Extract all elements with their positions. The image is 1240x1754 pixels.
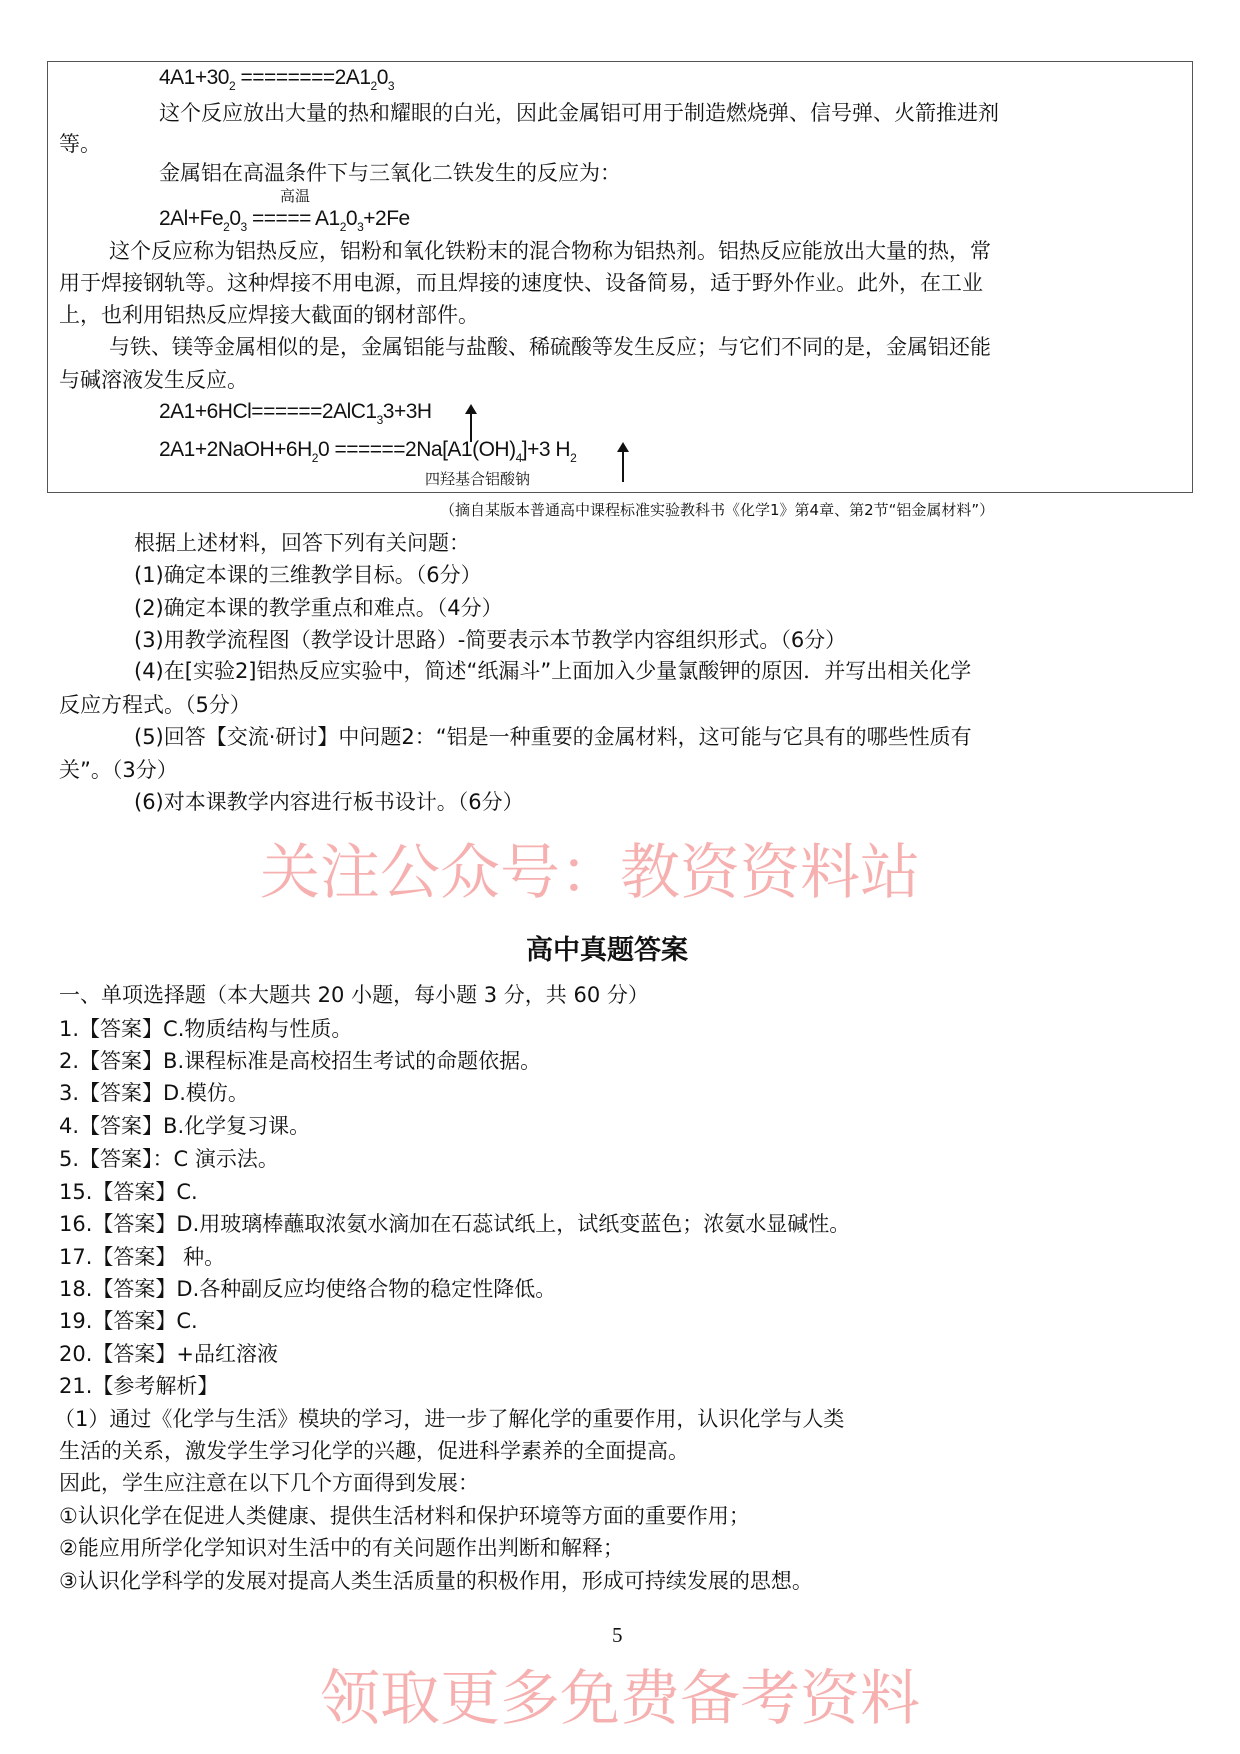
equation-al-hcl: $2A1+6HCl======2AlC1_33+3H$ bbox=[159, 400, 432, 427]
watermark: 关注公众号：教资资料站 bbox=[260, 838, 920, 908]
paragraph: 与铁、镁等金属相似的是，金属铝能与盐酸、稀硫酸等发生反应；与它们不同的是，金属铝还能 bbox=[109, 335, 991, 359]
answer-item: 20.【答案】+品红溶液 bbox=[59, 1342, 278, 1366]
paragraph: 用于焊接钢轨等。这种焊接不用电源，而且焊接的速度快、设备简易，适于野外作业。此外，在工业 bbox=[59, 271, 983, 295]
answer-item: 21.【参考解析】 bbox=[59, 1374, 219, 1398]
equation-al-oxygen: $4A1+30_2 ========2A1_20_3$ bbox=[159, 66, 395, 93]
analysis-line: ①认识化学在促进人类健康、提供生活材料和保护环境等方面的重要作用； bbox=[59, 1504, 750, 1528]
question: 反应方程式。（5分） bbox=[59, 693, 251, 717]
answers-section-heading: 一、单项选择题（本大题共 20 小题，每小题 3 分，共 60 分） bbox=[59, 983, 649, 1007]
answer-item: 4.【答案】B.化学复习课。 bbox=[59, 1114, 311, 1138]
answer-item: 5.【答案】：C 演示法。 bbox=[59, 1147, 279, 1171]
analysis-line: ③认识化学科学的发展对提高人类生活质量的积极作用，形成可持续发展的思想。 bbox=[59, 1569, 813, 1593]
analysis-line: 生活的关系，激发学生学习化学的兴趣，促进科学素养的全面提高。 bbox=[59, 1439, 689, 1463]
equation-al-naoh: $2A1+2NaOH+6H_20 ======2Na[A1(OH)_4]+3$ $H_2$ bbox=[159, 438, 577, 465]
answer-item: 19.【答案】C. bbox=[59, 1309, 198, 1333]
question: (5)回答【交流·研讨】中问题2：“铝是一种重要的金属材料，这可能与它具有的哪些性质有 bbox=[134, 725, 972, 749]
question: (1)确定本课的三维教学目标。（6分） bbox=[134, 563, 482, 587]
question: (4)在[实验2]铝热反应实验中，简述“纸漏斗”上面加入少量氯酸钾的原因．并写出相关化学 bbox=[134, 659, 972, 683]
reaction-condition: 高温 bbox=[280, 187, 311, 205]
answer-item: 18.【答案】D.各种副反应均使络合物的稳定性降低。 bbox=[59, 1277, 557, 1301]
answer-item: 3.【答案】D.模仿。 bbox=[59, 1081, 249, 1105]
citation: （摘自某版本普通高中课程标准实验教科书《化学1》第4章、第2节“铝金属材料”） bbox=[440, 501, 995, 519]
question: (3)用教学流程图（教学设计思路）-简要表示本节教学内容组织形式。（6分） bbox=[134, 628, 847, 652]
answer-item: 16.【答案】D.用玻璃棒蘸取浓氨水滴加在石蕊试纸上，试纸变蓝色；浓氨水显碱性。 bbox=[59, 1212, 851, 1236]
question: 关”。（3分） bbox=[59, 758, 178, 782]
answer-item: 15.【答案】C. bbox=[59, 1180, 198, 1204]
analysis-line: 因此，学生应注意在以下几个方面得到发展： bbox=[59, 1471, 479, 1495]
paragraph: 金属铝在高温条件下与三氧化二铁发生的反应为： bbox=[159, 161, 621, 185]
questions-intro: 根据上述材料，回答下列有关问题： bbox=[134, 531, 470, 555]
product-label: 四羟基合铝酸钠 bbox=[425, 470, 531, 488]
answer-item: 17.【答案】 种。 bbox=[59, 1245, 226, 1269]
answer-item: 1.【答案】C.物质结构与性质。 bbox=[59, 1017, 353, 1041]
analysis-line: ②能应用所学化学知识对生活中的有关问题作出判断和解释； bbox=[59, 1536, 624, 1560]
analysis-line: （1）通过《化学与生活》模块的学习，进一步了解化学的重要作用，认识化学与人类 bbox=[54, 1407, 845, 1431]
question: (6)对本课教学内容进行板书设计。（6分） bbox=[134, 790, 524, 814]
paragraph: 这个反应称为铝热反应，铝粉和氧化铁粉末的混合物称为铝热剂。铝热反应能放出大量的热，常 bbox=[109, 239, 991, 263]
paragraph: 与碱溶液发生反应。 bbox=[59, 368, 248, 392]
page-number: 5 bbox=[612, 1623, 623, 1647]
answers-title: 高中真题答案 bbox=[526, 935, 688, 966]
paragraph: 这个反应放出大量的热和耀眼的白光，因此金属铝可用于制造燃烧弹、信号弹、火箭推进剂 bbox=[159, 101, 999, 125]
equation-thermite: $2Al+Fe_20_3$ ===== $A1_20_3+2Fe$ bbox=[159, 207, 410, 234]
paragraph: 上，也利用铝热反应焊接大截面的钢材部件。 bbox=[59, 303, 479, 327]
watermark: 领取更多免费备考资料 bbox=[320, 1664, 920, 1734]
paragraph: 等。 bbox=[59, 132, 101, 156]
answer-item: 2.【答案】B.课程标准是高校招生考试的命题依据。 bbox=[59, 1049, 542, 1073]
question: (2)确定本课的教学重点和难点。（4分） bbox=[134, 596, 503, 620]
gas-arrow-icon bbox=[622, 450, 624, 482]
